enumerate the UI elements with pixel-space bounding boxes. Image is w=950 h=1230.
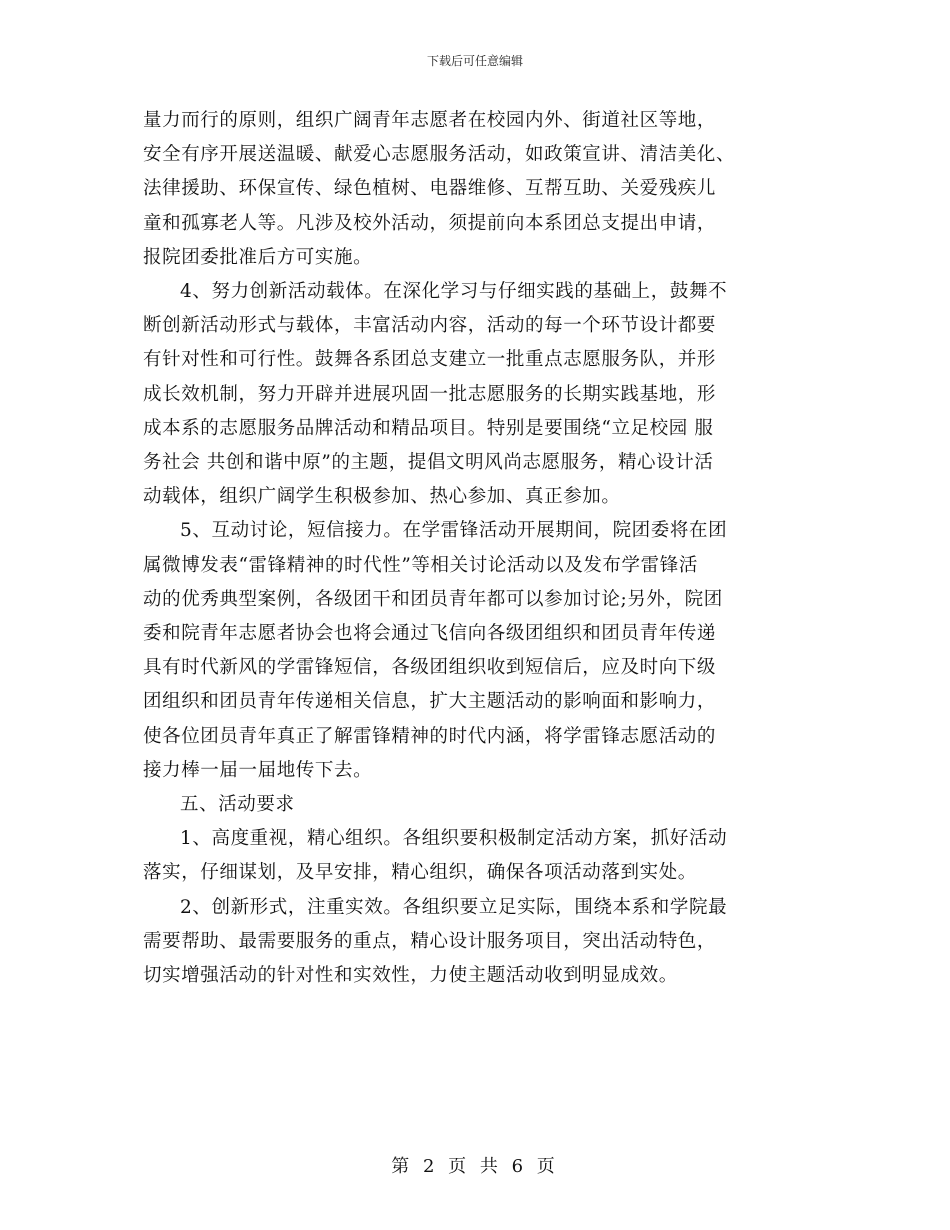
- page-number-footer: 第 2 页 共 6 页: [391, 1156, 559, 1177]
- text-line: 具有时代新风的学雷锋短信，各级团组织收到短信后，应及时向下级: [143, 657, 717, 679]
- text-line: 法律援助、环保宣传、绿色植树、电器维修、互帮互助、关爱残疾儿: [143, 178, 717, 200]
- text-line: 量力而行的原则，组织广阔青年志愿者在校园内外、街道社区等地，: [143, 110, 717, 131]
- text-line: 切实增强活动的针对性和实效性，力使主题活动收到明显成效。: [143, 965, 678, 987]
- text-line: 4、努力创新活动载体。在深化学习与仔细实践的基础上，鼓舞不: [180, 281, 728, 303]
- text-line: 成长效机制，努力开辟并进展巩固一批志愿服务的长期实践基地，形: [143, 383, 717, 405]
- text-line: 五、活动要求: [180, 794, 295, 816]
- text-line: 动载体，组织广阔学生积极参加、热心参加、真正参加。: [143, 486, 621, 508]
- text-line: 5、互动讨论，短信接力。在学雷锋活动开展期间，院团委将在团: [180, 520, 728, 542]
- text-line: 1、高度重视，精心组织。各组织要积极制定活动方案，抓好活动: [180, 828, 728, 850]
- page-header-note: 下载后可任意编辑: [426, 54, 523, 68]
- text-line: 有针对性和可行性。鼓舞各系团总支建立一批重点志愿服务队，并形: [143, 349, 717, 371]
- text-line: 团组织和团员青年传递相关信息，扩大主题活动的影响面和影响力，: [143, 691, 717, 713]
- text-line: 动的优秀典型案例，各级团干和团员青年都可以参加讨论;另外，院团: [143, 588, 723, 610]
- text-line: 2、创新形式，注重实效。各组织要立足实际，围绕本系和学院最: [180, 896, 728, 918]
- document-body: [143, 104, 811, 993]
- text-line: 接力棒一届一届地传下去。: [143, 759, 373, 781]
- text-line: 委和院青年志愿者协会也将会通过飞信向各级团组织和团员青年传递: [143, 623, 717, 645]
- text-line: 安全有序开展送温暖、献爱心志愿服务活动，如政策宣讲、清洁美化、: [143, 144, 736, 166]
- text-line: 属微博发表“雷锋精神的时代性”等相关讨论活动以及发布学雷锋活: [143, 554, 698, 576]
- text-line: 需要帮助、最需要服务的重点，精心设计服务项目，突出活动特色，: [143, 930, 717, 952]
- text-line: 落实，仔细谋划，及早安排，精心组织，确保各项活动落到实处。: [143, 862, 697, 884]
- text-line: 报院团委批准后方可实施。: [143, 246, 373, 268]
- text-line: 使各位团员青年真正了解雷锋精神的时代内涵，将学雷锋志愿活动的: [143, 725, 717, 747]
- text-line: 童和孤寡老人等。凡涉及校外活动，须提前向本系团总支提出申请，: [143, 212, 717, 234]
- text-line: 务社会 共创和谐中原”的主题，提倡文明风尚志愿服务，精心设计活: [143, 452, 714, 474]
- text-line: 成本系的志愿服务品牌活动和精品项目。特别是要围绕“立足校园 服: [143, 417, 714, 439]
- text-line: 断创新活动形式与载体，丰富活动内容，活动的每一个环节设计都要: [143, 315, 717, 337]
